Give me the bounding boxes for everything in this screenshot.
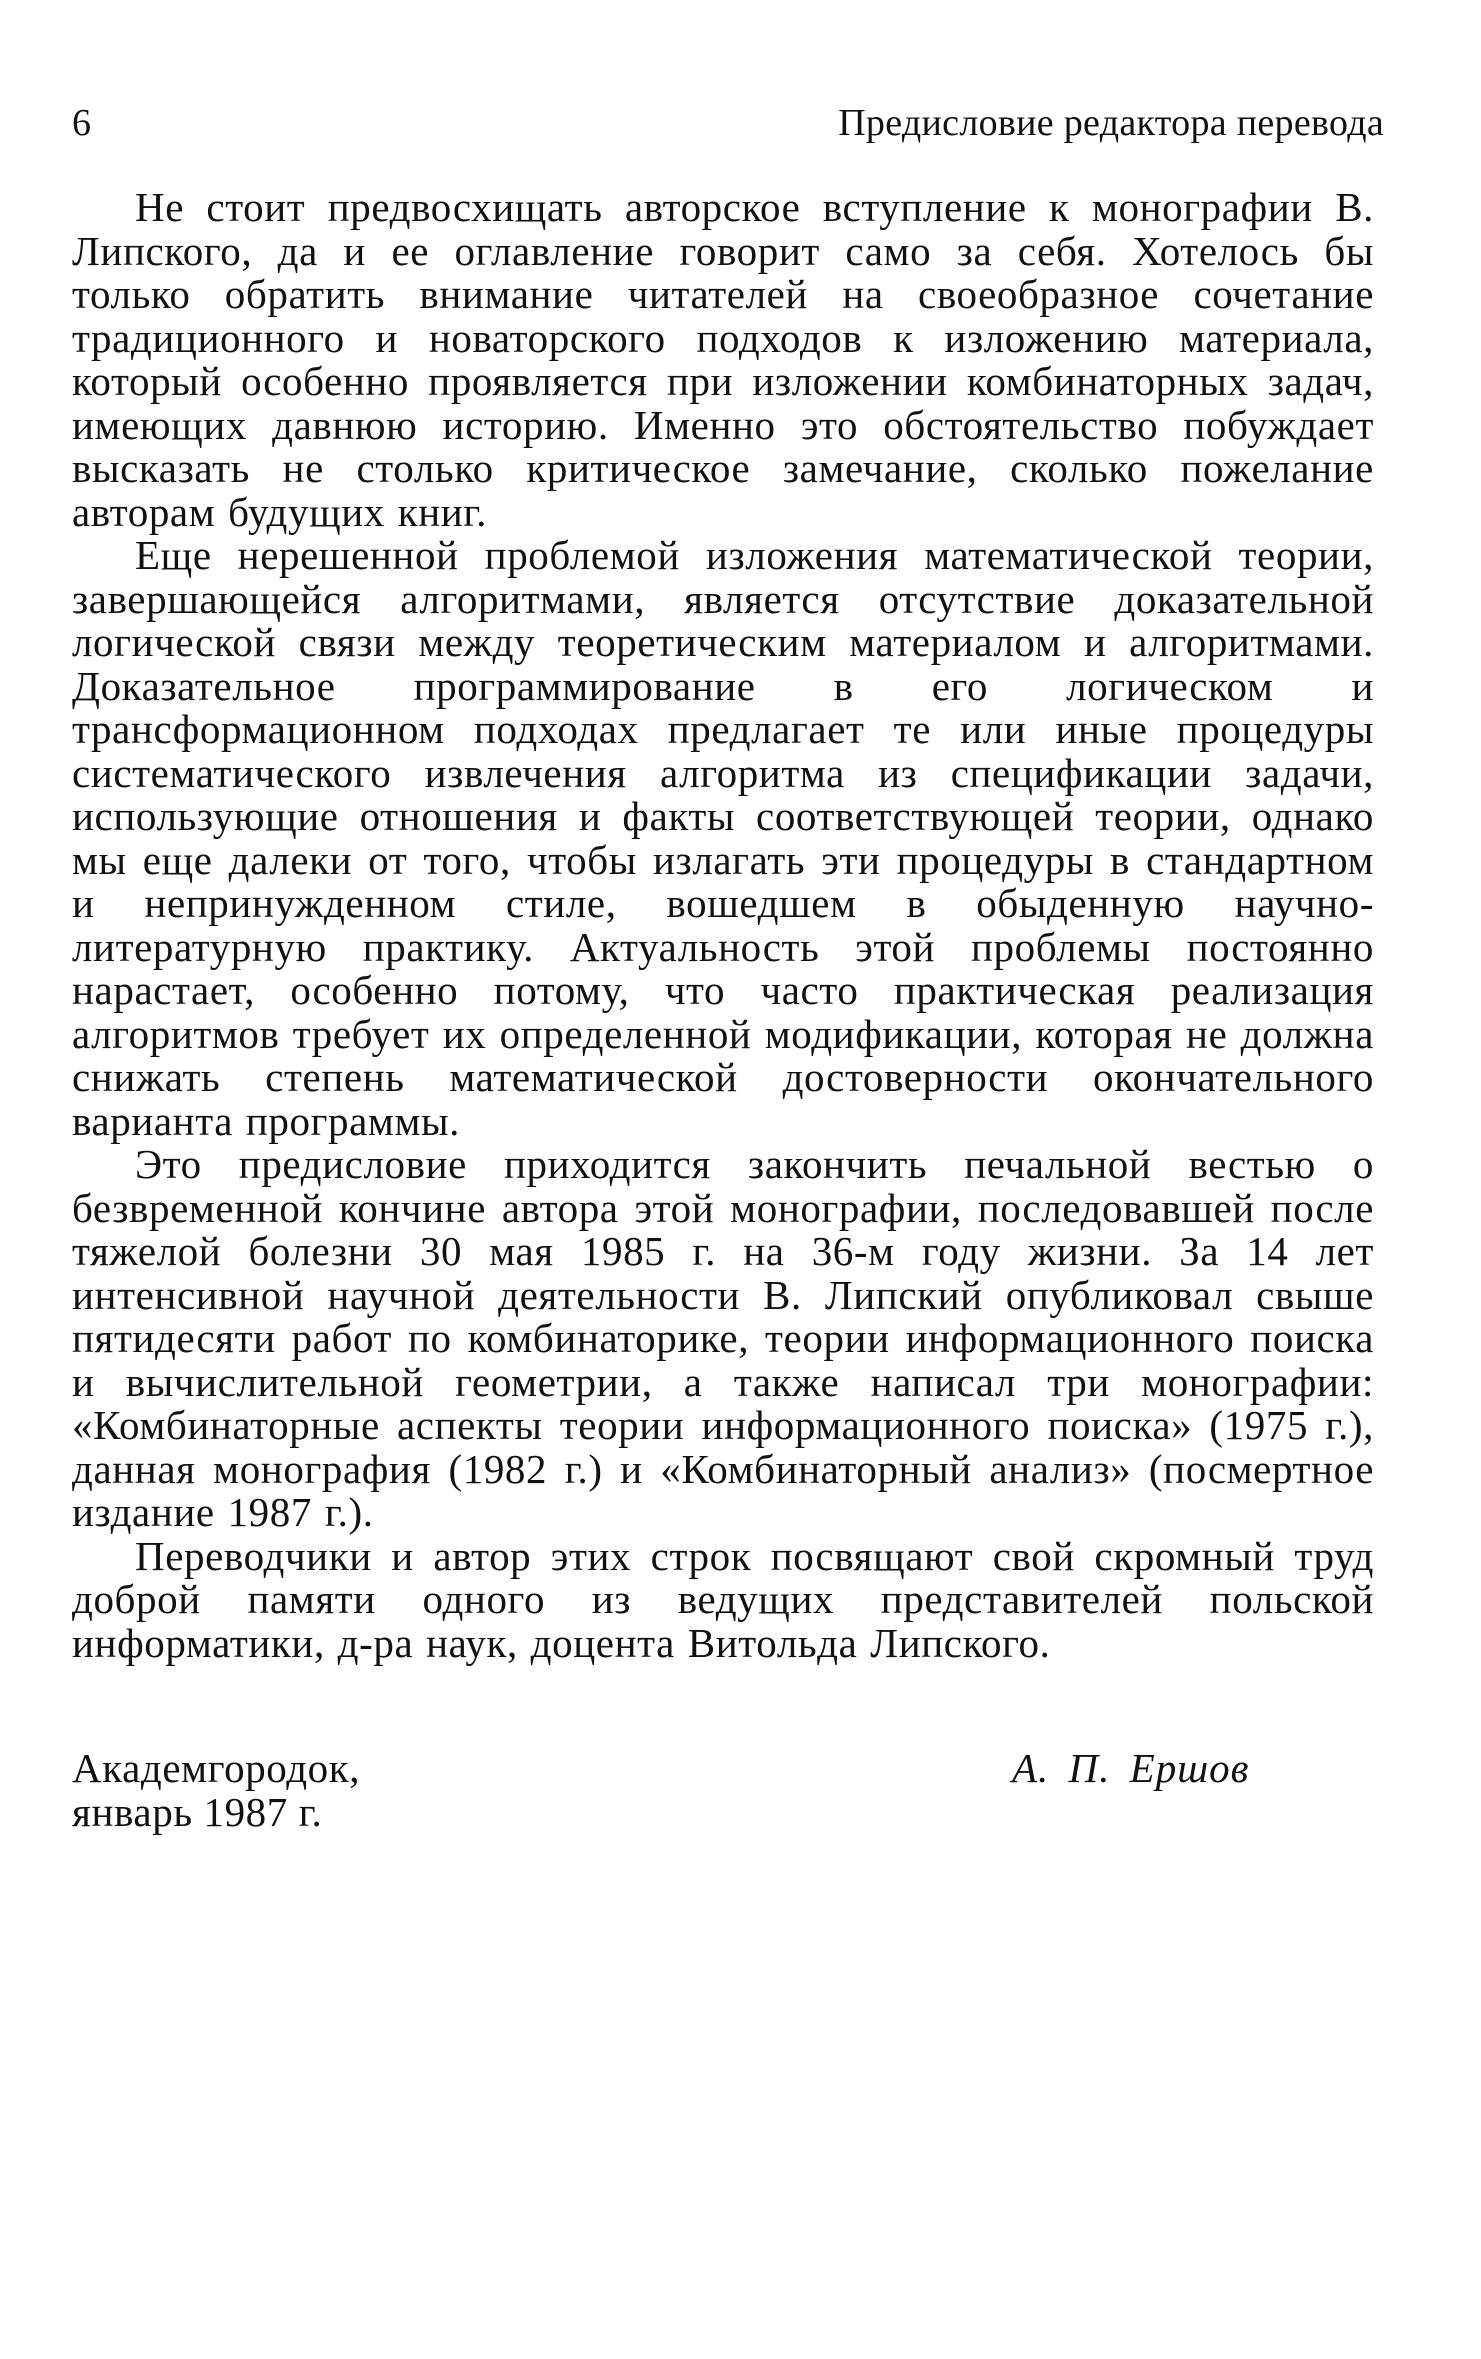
signature-date: январь 1987 г.: [72, 1788, 323, 1835]
paragraph-4: Переводчики и автор этих строк посвящают свой скромный труд доброй памяти одного из ведущих представителей польской информатики, д-ра наук, доцента Витольда Липского.: [72, 1532, 1374, 1666]
preface-body: [72, 186, 1374, 1665]
paragraph-1: Не стоит предвосхищать авторское вступление к монографии В. Липского, да и ее оглавление говорит само за себя. Хотелось бы только обратить внимание читателей на своеобразное сочетание традиционного и новаторского подходов к изложению материала, который особенно проявляется при изложении комбинаторных задач, имеющих давнюю историю. Именно это обстоятельство побуждает высказать не столько критическое замечание, сколько пожелание авторам будущих книг.: [72, 184, 1374, 535]
signature-block: [72, 1747, 1374, 1847]
paragraph-3: Это предисловие приходится закончить печальной вестью о безвременной кончине автора этой монографии, последовавшей после тяжелой болезни 30 мая 1985 г. на 36-м году жизни. За 14 лет интенсивной научной деятельности В. Липский опубликовал свыше пятидесяти работ по комбинаторике, теории информационного поиска и вычислительной геометрии, а также написал три монографии: «Комбинаторные аспекты теории информационного поиска» (1975 г.), данная монография (1982 г.) и «Комбинаторный анализ» (посмертное издание 1987 г.).: [72, 1141, 1374, 1535]
signature-author: А. П. Ершов: [1012, 1745, 1250, 1791]
page-header: [72, 98, 1384, 148]
running-title: Предисловие редактора перевода: [838, 102, 1384, 144]
paragraph-2: Еще нерешенной проблемой изложения математической теории, завершающейся алгоритмами, является отсутствие доказательной логической связи между теоретическим материалом и алгоритмами. Доказательное программирование в его логическом и трансформационном подходах предлагает те или иные процедуры систематического извлечения алгоритма из спецификации задачи, использующие отношения и факты соответствующей теории, однако мы еще далеки от того, чтобы излагать эти процедуры в стандартном и непринужденном стиле, вошедшем в обыденную научно-литературную практику. Актуальность этой проблемы постоянно нарастает, особенно потому, что часто практическая реализация алгоритмов требует их определенной модификации, которая не должна снижать степень математической достоверности окончательного варианта программы.: [72, 532, 1374, 1144]
place-date: [72, 1747, 360, 1834]
page-number: 6: [72, 102, 91, 144]
signature-place: Академгородок,: [72, 1745, 361, 1791]
